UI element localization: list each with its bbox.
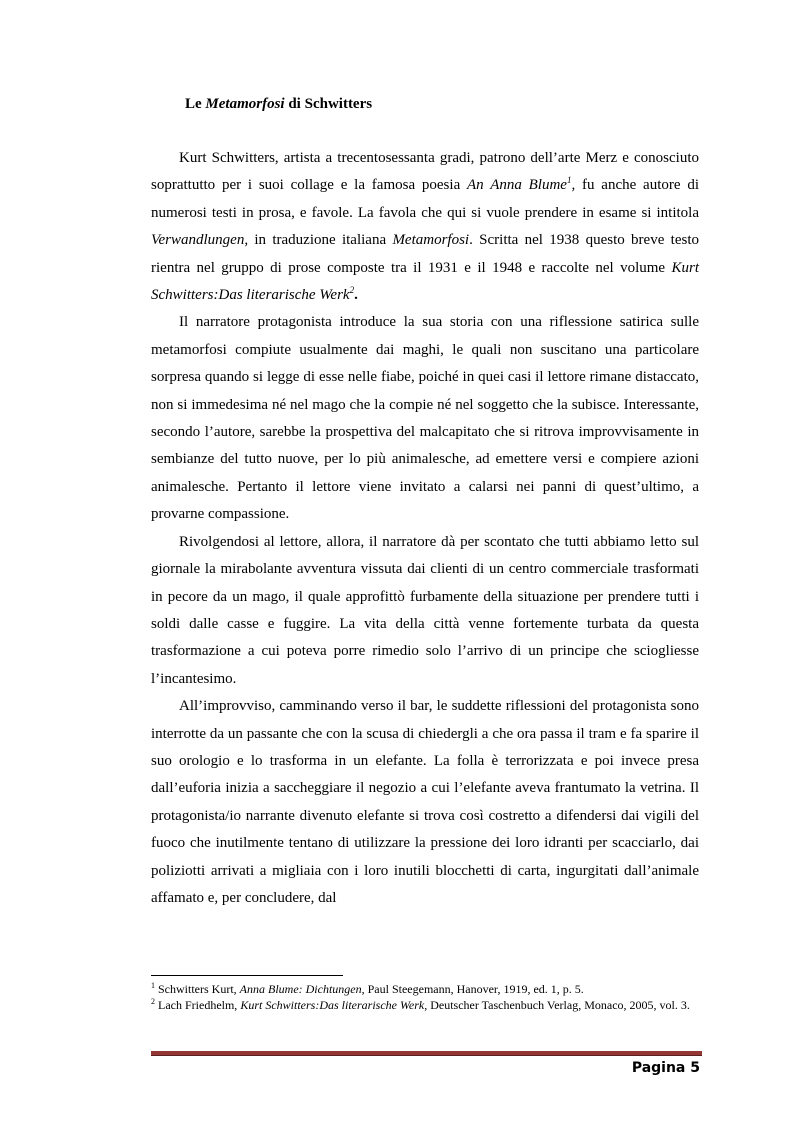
footnote-ref-2[interactable]: 2 (349, 285, 355, 296)
footnote-2-title: Kurt Schwitters:Das literarische Werk, (240, 998, 428, 1012)
footer-rule (151, 1051, 702, 1056)
footnote-2-details: Deutscher Taschenbuch Verlag, Monaco, 2005, vol. 3. (427, 998, 690, 1012)
page-number: Pagina 5 (631, 1060, 700, 1076)
footnote-1-details: , Paul Steegemann, Hanover, 1919, ed. 1, p. 5. (361, 982, 584, 996)
p1-original-title: Verwandlungen, (151, 232, 249, 249)
footnotes (151, 981, 699, 1013)
footnote-1 (151, 981, 699, 997)
p1-text-h: . Scritta nel 1938 questo breve testo rientra nel gruppo di prose composte tra il 1931 e il 1948 e raccolte nel volume (151, 232, 699, 276)
p1-comma: , (571, 177, 576, 194)
footnote-1-number: 1 (151, 981, 155, 990)
footnote-2 (151, 997, 699, 1013)
paragraph-4: All’improvviso, camminando verso il bar, le suddette riflessioni del protagonista sono interrotte da un passante che con la scusa di chiedergli a che ora passa il tram e fa sparire il suo orologio e lo trasforma in un elefante. La folla è terrorizzata e poi invece presa dall’euforia inizia a saccheggiare il negozio a cui l’elefante aveva frantumato la vetrina. Il protagonista/io narrante divenuto elefante si trova così costretto a difendersi dai vigili del fuoco che inutilmente tentano di utilizzare la pressione dei loro idranti per scacciarlo, dai poliziotti arrivati a migliaia con i loro inutili blocchetti di carta, ingurgitati dall’animale affamato e, per concludere, dal (151, 698, 699, 906)
paragraph-1 (151, 145, 699, 309)
title-suffix: di Schwitters (284, 96, 373, 112)
p1-text-a: Kurt Schwitters, artista a trecentosessanta gradi, patrono dell’arte Merz e conosciuto soprattutto per i suoi collage e la famosa poesia (151, 150, 699, 194)
p1-text-f: in traduzione italiana (248, 232, 393, 249)
title-italic: Metamorfosi (205, 96, 285, 112)
footnote-2-author: Lach Friedhelm, (155, 998, 241, 1012)
footnote-ref-1[interactable]: 1 (566, 175, 572, 186)
p1-volume-title: Kurt Schwitters:Das literarische Werk (151, 259, 699, 304)
footnote-2-number: 2 (151, 997, 155, 1006)
p1-period: . (354, 287, 358, 304)
paragraph-2: Il narratore protagonista introduce la sua storia con una riflessione satirica sulle metamorfosi compiute usualmente dai maghi, le quali non suscitano una particolare sorpresa quando si legge di esse nelle fiabe, poiché in quei casi il lettore rimane distaccato, non si immedesima né nel mago che la compie né nel soggetto che la subisce. Interessante, secondo l’autore, sarebbe la prospettiva del malcapitato che si ritrova improvvisamente in sembianze del tutto nuove, per lo più animalesche, ad emettere versi e compiere azioni animalesche. Pertanto il lettore viene invitato a calarsi nei panni di quest’ultimo, a provarne compassione. (151, 314, 699, 523)
footnote-1-author: Schwitters Kurt, (155, 982, 240, 996)
paragraph-3: Rivolgendosi al lettore, allora, il narratore dà per scontato che tutti abbiamo letto sul giornale la mirabolante avventura vissuta dai clienti di un centro commerciale trasformati in pecore da un mago, il quale approfittò furbamente della situazione per prendere tutti i soldi dalle casse e fuggire. La vita della città venne fortemente turbata da questa trasformazione a cui poteva porre rimedio solo l’arrivo di un principe che sciogliesse l’incantesimo. (151, 533, 699, 687)
footnote-1-title: Anna Blume: Dichtungen (239, 982, 362, 996)
footnote-separator (151, 975, 343, 976)
p1-translated-title: Metamorfosi (392, 232, 470, 249)
title-prefix: Le (185, 96, 206, 112)
document-title (185, 96, 372, 113)
p1-work-title: An Anna Blume (467, 177, 567, 194)
body-text (151, 145, 699, 912)
p1-text-d: fu anche autore di numerosi testi in prosa, e favole. La favola che qui si vuole prendere in esame si intitola (151, 177, 699, 221)
